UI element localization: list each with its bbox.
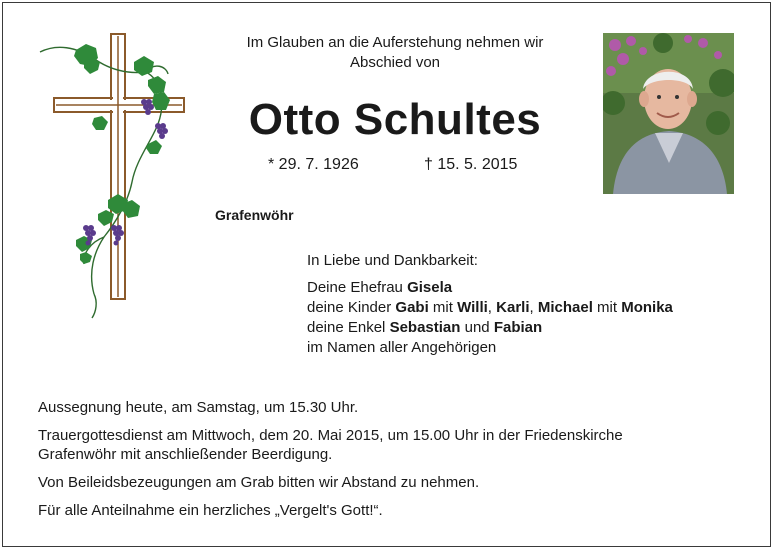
intro-text xyxy=(205,33,585,73)
intro-line-2: Abschied von xyxy=(349,54,441,71)
mourner-spouse-name: Willi xyxy=(457,299,488,316)
service-details xyxy=(38,398,758,529)
mourner-prefix: Deine Ehefrau xyxy=(307,279,408,296)
separator-text: , xyxy=(487,299,497,316)
connector-text: mit xyxy=(428,299,458,316)
mourner-child-name: Karli xyxy=(496,299,530,316)
connector-text: mit xyxy=(592,299,622,316)
mourner-line-grandchildren xyxy=(307,318,673,338)
separator-text: , xyxy=(529,299,538,316)
gottesdienst-line-1: Trauergottesdienst am Mittwoch, dem 20. Mai 2015, um 15.00 Uhr in der Friedenskirche xyxy=(38,427,623,444)
mourners-list xyxy=(307,278,673,358)
portrait-photo xyxy=(603,33,734,194)
connector-text: und xyxy=(460,319,494,336)
mourner-line-relatives: im Namen aller Angehörigen xyxy=(307,339,497,356)
mourner-spouse-name: Monika xyxy=(621,299,673,316)
mourner-line-children xyxy=(307,298,673,318)
mourner-prefix: deine Kinder xyxy=(307,299,396,316)
gottesdienst-text xyxy=(38,426,758,464)
death-date: † 15. 5. 2015 xyxy=(424,156,518,173)
deceased-name: Otto Schultes xyxy=(248,95,542,144)
mourner-prefix: deine Enkel xyxy=(307,319,390,336)
thanks-heading: In Liebe und Dankbarkeit: xyxy=(307,252,478,269)
dank-text: Für alle Anteilnahme ein herzliches „Vergelt's Gott!“. xyxy=(38,502,383,519)
birth-date: * 29. 7. 1926 xyxy=(268,156,359,173)
place-name: Grafenwöhr xyxy=(215,207,294,223)
mourner-line-wife xyxy=(307,278,673,298)
intro-line-1: Im Glauben an die Auferstehung nehmen wir xyxy=(246,34,544,51)
beileid-text: Von Beileidsbezeugungen am Grab bitten wir Abstand zu nehmen. xyxy=(38,474,480,491)
mourner-grandchild-name: Sebastian xyxy=(389,319,461,336)
cross-with-vine-icon xyxy=(36,32,191,322)
mourner-grandchild-name: Fabian xyxy=(493,319,543,336)
mourner-wife-name: Gisela xyxy=(407,279,453,296)
gottesdienst-line-2: Grafenwöhr mit anschließender Beerdigung. xyxy=(38,446,333,463)
aussegnung-text: Aussegnung heute, am Samstag, um 15.30 Uhr. xyxy=(38,399,359,416)
mourner-child-name: Gabi xyxy=(395,299,429,316)
mourner-child-name: Michael xyxy=(537,299,593,316)
